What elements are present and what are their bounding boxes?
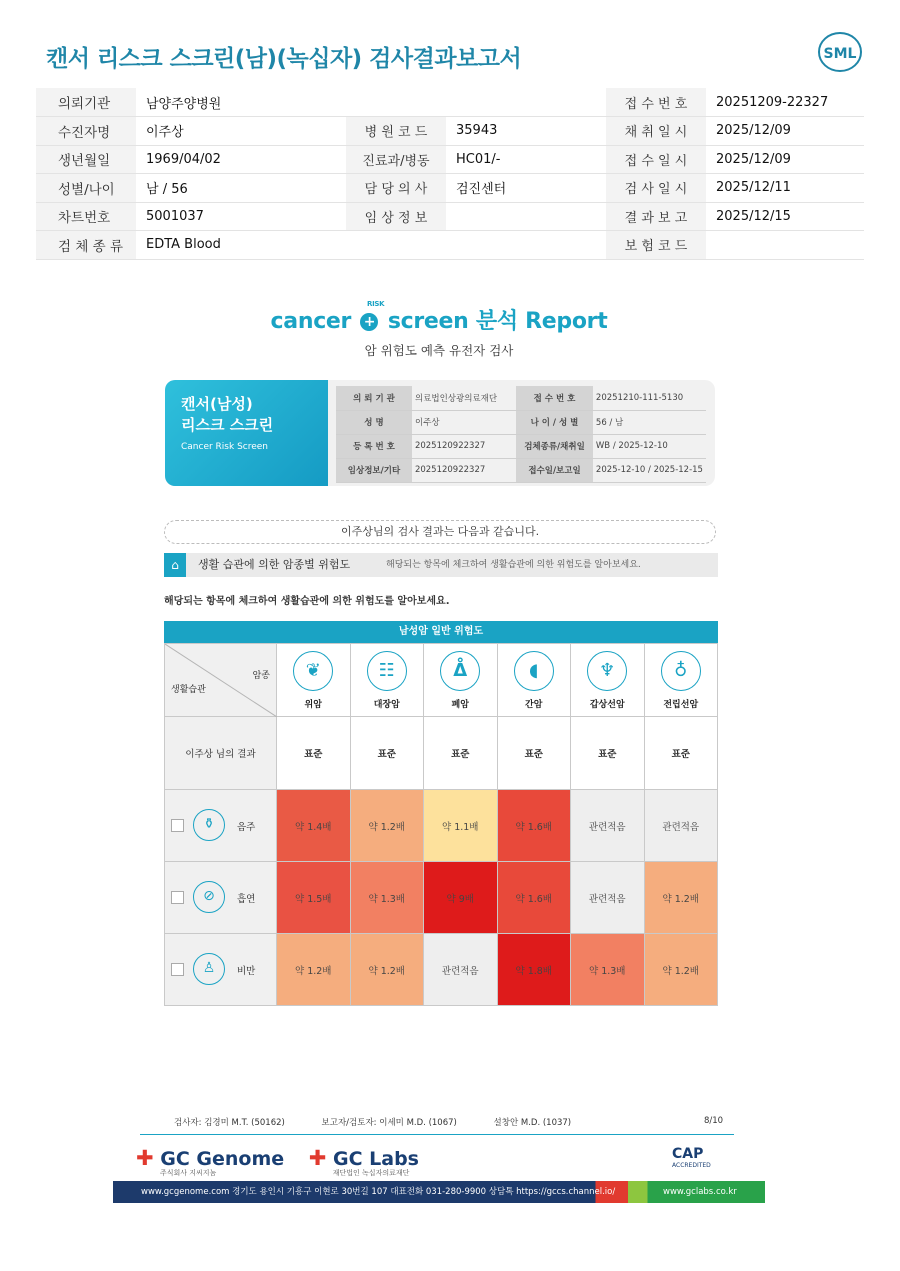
svg-text:SML: SML xyxy=(823,46,857,62)
footer-url[interactable]: www.gclabs.co.kr xyxy=(663,1187,737,1197)
result-value: 표준 xyxy=(644,717,718,790)
brand-risk: RISK xyxy=(367,300,385,308)
card-value: 의료법인상광의료재단 xyxy=(412,386,516,410)
cancer-stomach xyxy=(277,644,351,717)
obesity-checkbox[interactable] xyxy=(171,963,184,976)
cancer-name: 간암 xyxy=(525,699,543,710)
habit-alcohol xyxy=(165,790,277,862)
result-value: 표준 xyxy=(350,717,424,790)
risk-cell: 약 1.2배 xyxy=(350,790,424,862)
info-row xyxy=(36,174,864,203)
footer-bar xyxy=(113,1181,765,1203)
card-banner xyxy=(165,380,328,486)
cancer-thyroid xyxy=(571,644,645,717)
risk-cell: 약 9배 xyxy=(424,862,498,934)
label-chart-no: 차트번호 xyxy=(36,202,136,231)
cancer-lung xyxy=(424,644,498,717)
card-label: 접수일/보고일 xyxy=(516,458,593,482)
cancer-name: 전립선암 xyxy=(663,699,699,710)
label-hospital-code: 병 원 코 드 xyxy=(346,117,446,146)
info-row xyxy=(36,202,864,231)
value-name: 이주상 xyxy=(136,117,346,146)
footer-contact: www.gcgenome.com 경기도 용인시 기흥구 이현로 30번길 107 대표전화 031-280-9900 상담톡 https://gccs.channel.io/ xyxy=(141,1187,616,1197)
value-clinical-info xyxy=(446,202,606,231)
label-test-date: 검 사 일 시 xyxy=(606,174,706,203)
card-value: 2025120922327 xyxy=(412,434,516,458)
value-receipt-no: 20251209-22327 xyxy=(706,88,864,117)
value-receipt-date: 2025/12/09 xyxy=(706,145,864,174)
label-receipt-date: 접 수 일 시 xyxy=(606,145,706,174)
result-label: 이주상 님의 결과 xyxy=(165,717,277,790)
value-sex-age: 남 / 56 xyxy=(136,174,346,203)
risk-table-title: 남성암 일반 위험도 xyxy=(164,621,718,643)
risk-cell: 약 1.2배 xyxy=(277,934,351,1006)
label-institution: 의뢰기관 xyxy=(36,88,136,117)
risk-cell: 약 1.2배 xyxy=(644,934,718,1006)
habit-label: 비만 xyxy=(237,966,256,977)
label-clinical-info: 임 상 정 보 xyxy=(346,202,446,231)
footer-logos xyxy=(136,1146,437,1180)
info-row xyxy=(36,231,864,260)
signer-reviewer: 설창안 M.D. (1037) xyxy=(493,1118,572,1128)
corner-cancer-label: 암종 xyxy=(252,671,270,681)
cancer-colon xyxy=(350,644,424,717)
label-specimen: 검 체 종 류 xyxy=(36,231,136,260)
risk-plus-icon: + xyxy=(360,313,378,331)
brand-report: 분석 Report xyxy=(475,309,608,334)
bed-icon: ⌂ xyxy=(164,553,186,577)
corner-habit-label: 생활습관 xyxy=(171,685,206,695)
page-number: 8/10 xyxy=(704,1116,724,1126)
cancer-name: 폐암 xyxy=(451,699,469,710)
value-collection-date: 2025/12/09 xyxy=(706,117,864,146)
signer-tester: 검사자: 김경미 M.T. (50162) xyxy=(174,1118,285,1128)
risk-cell: 관련적음 xyxy=(644,790,718,862)
label-sex-age: 성별/나이 xyxy=(36,174,136,203)
smoking-checkbox[interactable] xyxy=(171,891,184,904)
value-department: HC01/- xyxy=(446,145,606,174)
card-label: 접 수 번 호 xyxy=(516,386,593,410)
result-value: 표준 xyxy=(424,717,498,790)
table-corner xyxy=(165,644,277,717)
result-intro: 이주상님의 검사 결과는 다음과 같습니다. xyxy=(164,520,716,544)
card-value: 이주상 xyxy=(412,410,516,434)
label-receipt-no: 접 수 번 호 xyxy=(606,88,706,117)
value-institution: 남양주양병원 xyxy=(136,88,606,117)
value-chart-no: 5001037 xyxy=(136,202,346,231)
value-specimen: EDTA Blood xyxy=(136,231,606,260)
lung-icon: ᐂ xyxy=(440,651,480,691)
card-title-2: 리스크 스크린 xyxy=(181,416,274,434)
risk-cell: 관련적음 xyxy=(424,934,498,1006)
card-value: 2025120922327 xyxy=(412,458,516,482)
result-value: 표준 xyxy=(571,717,645,790)
cap-accredited-logo: CAP ACCREDITED xyxy=(672,1146,711,1169)
liver-icon: ◖ xyxy=(514,651,554,691)
card-value: 2025-12-10 / 2025-12-15 xyxy=(593,458,706,482)
card-value: 56 / 남 xyxy=(593,410,706,434)
alcohol-checkbox[interactable] xyxy=(171,819,184,832)
footer-divider xyxy=(140,1134,734,1135)
card-label: 검체종류/채취일 xyxy=(516,434,593,458)
obesity-icon: ♙ xyxy=(193,953,225,985)
signers xyxy=(174,1116,605,1128)
gc-genome-logo: ✚ GC Genome 주식회사 지씨지놈 xyxy=(136,1146,285,1177)
cancer-name: 대장암 xyxy=(373,699,400,710)
sml-logo xyxy=(816,30,864,74)
info-row xyxy=(36,117,864,146)
label-collection-date: 채 취 일 시 xyxy=(606,117,706,146)
risk-cell: 약 1.8배 xyxy=(497,934,571,1006)
habit-label: 음주 xyxy=(237,822,256,833)
label-report-date: 결 과 보 고 xyxy=(606,202,706,231)
card-title-1: 캔서(남성) xyxy=(181,395,253,413)
value-hospital-code: 35943 xyxy=(446,117,606,146)
cancer-name: 갑상선암 xyxy=(589,699,625,710)
patient-card xyxy=(165,380,715,486)
cancer-liver xyxy=(497,644,571,717)
value-report-date: 2025/12/15 xyxy=(706,202,864,231)
gc-cross-icon: ✚ xyxy=(308,1146,327,1170)
value-birthdate: 1969/04/02 xyxy=(136,145,346,174)
label-department: 진료과/병동 xyxy=(346,145,446,174)
section-header xyxy=(164,553,718,577)
risk-cell: 약 1.1배 xyxy=(424,790,498,862)
cancer-prostate xyxy=(644,644,718,717)
brand-screen: screen xyxy=(387,309,469,334)
brand-cancer: cancer xyxy=(270,309,352,334)
card-value: WB / 2025-12-10 xyxy=(593,434,706,458)
alcohol-icon: ⚱ xyxy=(193,809,225,841)
prostate-icon: ♁ xyxy=(661,651,701,691)
stomach-icon: ❦ xyxy=(293,651,333,691)
gc-cross-icon: ✚ xyxy=(136,1146,154,1170)
patient-info-table xyxy=(36,88,864,260)
risk-cell: 약 1.5배 xyxy=(277,862,351,934)
risk-cell: 관련적음 xyxy=(571,862,645,934)
report-brand xyxy=(0,300,878,335)
card-label: 성 명 xyxy=(336,410,412,434)
risk-cell: 관련적음 xyxy=(571,790,645,862)
card-title-en: Cancer Risk Screen xyxy=(181,442,269,452)
risk-cell: 약 1.2배 xyxy=(350,934,424,1006)
card-info-grid xyxy=(336,386,706,483)
card-label: 의 뢰 기 관 xyxy=(336,386,412,410)
value-doctor: 검진센터 xyxy=(446,174,606,203)
cancer-name: 위암 xyxy=(304,699,322,710)
colon-icon: ☷ xyxy=(367,651,407,691)
section-title: 생활 습관에 의한 암종별 위험도 xyxy=(198,558,351,571)
risk-cell: 약 1.2배 xyxy=(644,862,718,934)
smoking-icon: ⊘ xyxy=(193,881,225,913)
signer-reporter: 보고자/검토자: 이세미 M.D. (1067) xyxy=(321,1118,457,1128)
report-title: 캔서 리스크 스크린(남)(녹십자) 검사결과보고서 xyxy=(46,46,522,72)
risk-cell: 약 1.3배 xyxy=(571,934,645,1006)
risk-cell: 약 1.4배 xyxy=(277,790,351,862)
info-row xyxy=(36,88,864,117)
habit-obesity xyxy=(165,934,277,1006)
value-insurance-code xyxy=(706,231,864,260)
card-label: 등 록 번 호 xyxy=(336,434,412,458)
label-doctor: 담 당 의 사 xyxy=(346,174,446,203)
risk-table xyxy=(164,643,718,1006)
card-value: 20251210-111-5130 xyxy=(593,386,706,410)
report-subtitle: 암 위험도 예측 유전자 검사 xyxy=(364,343,514,358)
thyroid-icon: ♆ xyxy=(587,651,627,691)
value-test-date: 2025/12/11 xyxy=(706,174,864,203)
card-label: 나 이 / 성 별 xyxy=(516,410,593,434)
label-birthdate: 생년월일 xyxy=(36,145,136,174)
risk-cell: 약 1.3배 xyxy=(350,862,424,934)
gc-labs-logo: ✚ GC Labs 재단법인 녹십자의료재단 xyxy=(308,1146,419,1177)
section-note: 해당되는 항목에 체크하여 생활습관에 의한 위험도를 알아보세요. xyxy=(386,560,641,570)
result-value: 표준 xyxy=(497,717,571,790)
instruction-text: 해당되는 항목에 체크하여 생활습관에 의한 위험도를 알아보세요. xyxy=(164,596,450,607)
info-row xyxy=(36,145,864,174)
habit-label: 흡연 xyxy=(237,894,256,905)
result-value: 표준 xyxy=(277,717,351,790)
risk-row-smoking xyxy=(165,862,718,934)
label-insurance-code: 보 험 코 드 xyxy=(606,231,706,260)
risk-row-alcohol xyxy=(165,790,718,862)
risk-row-obesity xyxy=(165,934,718,1006)
label-name: 수진자명 xyxy=(36,117,136,146)
risk-cell: 약 1.6배 xyxy=(497,862,571,934)
card-label: 임상정보/기타 xyxy=(336,458,412,482)
risk-cell: 약 1.6배 xyxy=(497,790,571,862)
habit-smoking xyxy=(165,862,277,934)
